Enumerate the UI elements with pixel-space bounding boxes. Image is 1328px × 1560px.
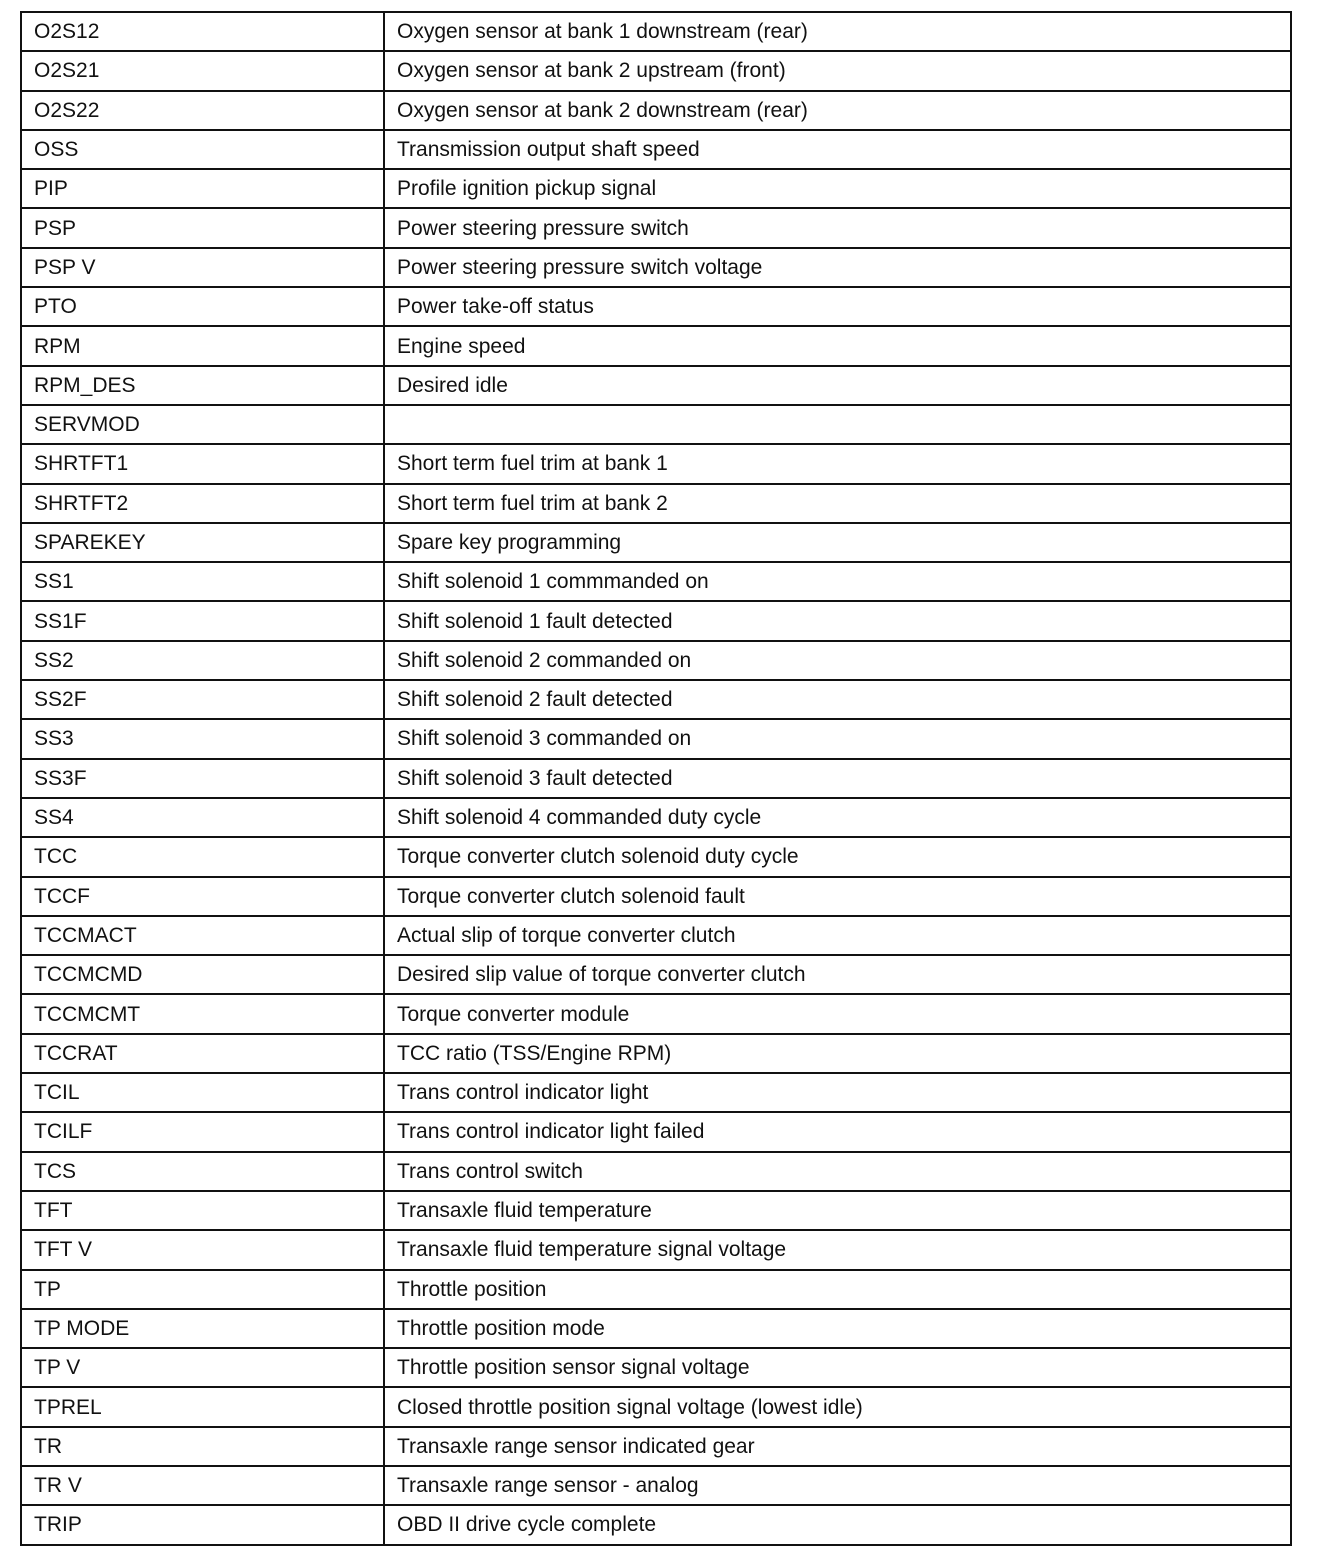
abbreviation-cell: TFT — [21, 1191, 384, 1230]
table-row — [21, 326, 1291, 365]
table-row — [21, 484, 1291, 523]
table-row — [21, 208, 1291, 247]
table-row — [21, 405, 1291, 444]
table-row — [21, 1309, 1291, 1348]
table-row — [21, 837, 1291, 876]
description-cell: Transaxle range sensor indicated gear — [384, 1427, 1291, 1466]
abbreviation-cell: OSS — [21, 130, 384, 169]
description-cell: Desired slip value of torque converter clutch — [384, 955, 1291, 994]
abbreviation-cell: PSP — [21, 208, 384, 247]
table-row — [21, 1270, 1291, 1309]
abbreviation-cell: O2S12 — [21, 12, 384, 51]
description-cell: Shift solenoid 4 commanded duty cycle — [384, 798, 1291, 837]
description-cell: Transaxle fluid temperature — [384, 1191, 1291, 1230]
table-row — [21, 248, 1291, 287]
table-row — [21, 1427, 1291, 1466]
description-cell: Transaxle range sensor - analog — [384, 1466, 1291, 1505]
table-row — [21, 91, 1291, 130]
description-cell: Oxygen sensor at bank 2 upstream (front) — [384, 51, 1291, 90]
description-cell: Transmission output shaft speed — [384, 130, 1291, 169]
abbreviation-cell: SS1 — [21, 562, 384, 601]
table-row — [21, 366, 1291, 405]
table-row — [21, 1034, 1291, 1073]
abbreviation-cell: TRIP — [21, 1505, 384, 1544]
table-body — [21, 12, 1291, 1545]
abbreviation-cell: SHRTFT2 — [21, 484, 384, 523]
table-row — [21, 169, 1291, 208]
table-row — [21, 562, 1291, 601]
description-cell: Torque converter clutch solenoid fault — [384, 877, 1291, 916]
description-cell: Trans control indicator light — [384, 1073, 1291, 1112]
description-cell: TCC ratio (TSS/Engine RPM) — [384, 1034, 1291, 1073]
table-row — [21, 12, 1291, 51]
abbreviation-cell: PSP V — [21, 248, 384, 287]
table-row — [21, 955, 1291, 994]
description-cell: Closed throttle position signal voltage (lowest idle) — [384, 1387, 1291, 1426]
abbreviation-cell: SS3F — [21, 759, 384, 798]
abbreviation-cell: SS4 — [21, 798, 384, 837]
table-row — [21, 798, 1291, 837]
abbreviation-cell: O2S22 — [21, 91, 384, 130]
table-row — [21, 719, 1291, 758]
description-cell: OBD II drive cycle complete — [384, 1505, 1291, 1544]
description-cell: Shift solenoid 3 fault detected — [384, 759, 1291, 798]
description-cell: Profile ignition pickup signal — [384, 169, 1291, 208]
description-cell: Transaxle fluid temperature signal voltage — [384, 1230, 1291, 1269]
table-row — [21, 680, 1291, 719]
abbreviation-cell: TCCMCMT — [21, 994, 384, 1033]
abbreviation-cell: RPM_DES — [21, 366, 384, 405]
abbreviation-cell: SS2 — [21, 641, 384, 680]
abbreviation-cell: TCCMACT — [21, 916, 384, 955]
abbreviation-cell: TCIL — [21, 1073, 384, 1112]
description-cell: Spare key programming — [384, 523, 1291, 562]
abbreviation-cell: SPAREKEY — [21, 523, 384, 562]
abbreviation-cell: TCC — [21, 837, 384, 876]
table-row — [21, 916, 1291, 955]
description-cell: Power steering pressure switch voltage — [384, 248, 1291, 287]
abbreviation-cell: SS2F — [21, 680, 384, 719]
description-cell: Throttle position mode — [384, 1309, 1291, 1348]
table-row — [21, 287, 1291, 326]
abbreviation-cell: TR V — [21, 1466, 384, 1505]
table-row — [21, 1073, 1291, 1112]
description-cell: Desired idle — [384, 366, 1291, 405]
table-row — [21, 1505, 1291, 1544]
table-row — [21, 130, 1291, 169]
abbreviation-cell: RPM — [21, 326, 384, 365]
abbreviation-cell: SHRTFT1 — [21, 444, 384, 483]
abbreviation-cell: PTO — [21, 287, 384, 326]
description-cell: Short term fuel trim at bank 2 — [384, 484, 1291, 523]
abbreviation-cell: TCS — [21, 1152, 384, 1191]
description-cell: Shift solenoid 3 commanded on — [384, 719, 1291, 758]
table-row — [21, 1387, 1291, 1426]
pid-abbreviation-table — [20, 11, 1292, 1546]
description-cell: Torque converter module — [384, 994, 1291, 1033]
description-cell: Oxygen sensor at bank 2 downstream (rear) — [384, 91, 1291, 130]
description-cell: Trans control indicator light failed — [384, 1112, 1291, 1151]
description-cell: Engine speed — [384, 326, 1291, 365]
description-cell — [384, 405, 1291, 444]
abbreviation-cell: PIP — [21, 169, 384, 208]
abbreviation-cell: TCCMCMD — [21, 955, 384, 994]
table-row — [21, 1152, 1291, 1191]
abbreviation-cell: TCCF — [21, 877, 384, 916]
table-row — [21, 51, 1291, 90]
table-row — [21, 1191, 1291, 1230]
table-row — [21, 877, 1291, 916]
description-cell: Shift solenoid 1 fault detected — [384, 601, 1291, 640]
description-cell: Oxygen sensor at bank 1 downstream (rear) — [384, 12, 1291, 51]
abbreviation-cell: TR — [21, 1427, 384, 1466]
description-cell: Shift solenoid 1 commmanded on — [384, 562, 1291, 601]
table-row — [21, 1466, 1291, 1505]
description-cell: Shift solenoid 2 fault detected — [384, 680, 1291, 719]
table-row — [21, 994, 1291, 1033]
abbreviation-cell: SS1F — [21, 601, 384, 640]
description-cell: Throttle position — [384, 1270, 1291, 1309]
abbreviation-cell: TCILF — [21, 1112, 384, 1151]
description-cell: Shift solenoid 2 commanded on — [384, 641, 1291, 680]
abbreviation-cell: TP MODE — [21, 1309, 384, 1348]
description-cell: Throttle position sensor signal voltage — [384, 1348, 1291, 1387]
abbreviation-cell: SS3 — [21, 719, 384, 758]
description-cell: Power steering pressure switch — [384, 208, 1291, 247]
abbreviation-cell: TFT V — [21, 1230, 384, 1269]
abbreviation-cell: SERVMOD — [21, 405, 384, 444]
table-row — [21, 759, 1291, 798]
table-row — [21, 641, 1291, 680]
table-row — [21, 601, 1291, 640]
table-row — [21, 1230, 1291, 1269]
abbreviation-cell: TP V — [21, 1348, 384, 1387]
table-row — [21, 523, 1291, 562]
abbreviation-cell: O2S21 — [21, 51, 384, 90]
description-cell: Trans control switch — [384, 1152, 1291, 1191]
description-cell: Power take-off status — [384, 287, 1291, 326]
description-cell: Actual slip of torque converter clutch — [384, 916, 1291, 955]
table-row — [21, 1112, 1291, 1151]
table-row — [21, 444, 1291, 483]
description-cell: Short term fuel trim at bank 1 — [384, 444, 1291, 483]
abbreviation-cell: TP — [21, 1270, 384, 1309]
abbreviation-cell: TCCRAT — [21, 1034, 384, 1073]
abbreviation-cell: TPREL — [21, 1387, 384, 1426]
description-cell: Torque converter clutch solenoid duty cycle — [384, 837, 1291, 876]
table-row — [21, 1348, 1291, 1387]
